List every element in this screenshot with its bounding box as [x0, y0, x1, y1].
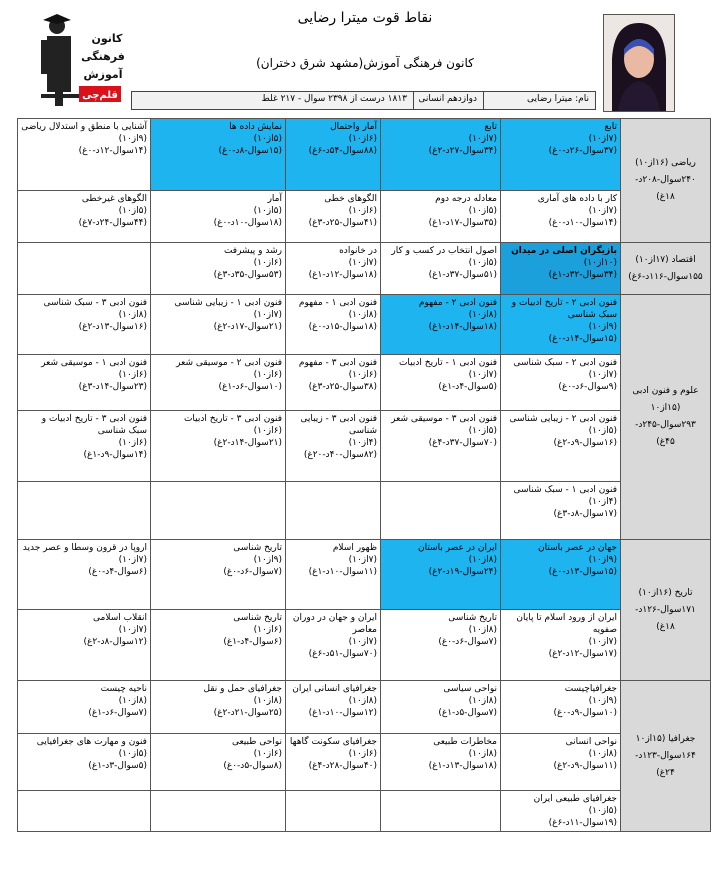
topic-cell [151, 681, 286, 734]
topic-cell [381, 355, 501, 411]
topic-name: نواحی سیاسی [443, 684, 497, 694]
topic-stat: (۹از۱۰) [118, 134, 147, 144]
topic-cell [151, 243, 286, 295]
topic-cell [381, 482, 501, 540]
topic-stat: (۸از۱۰) [118, 310, 147, 320]
topic-name: در خانواده [339, 246, 377, 256]
topic-cell [381, 540, 501, 610]
topic-name: اروپا در قرون وسطا و عصر جدید [22, 543, 147, 553]
topic-name: آشنایی با منطق و استدلال ریاضی [21, 122, 147, 132]
topic-stat: (۱۲سوال-۸د-۲غ) [83, 637, 147, 647]
topic-stat: (۱۷سوال-۸د-۳غ) [553, 509, 617, 519]
topic-stat: (۷سوال-۶د-۱غ) [88, 708, 147, 718]
topic-cell [286, 411, 381, 482]
topic-stat: (۷سوال-۵د-۱غ) [438, 708, 497, 718]
topic-cell [151, 610, 286, 681]
topic-stat: (۸از۱۰) [468, 625, 497, 635]
student-grade: دوازدهم انسانی [413, 92, 483, 109]
topic-stat: (۷از۱۰) [468, 134, 497, 144]
topic-stat: (۶از۱۰) [253, 258, 282, 268]
topic-stat: (۹از۱۰) [253, 555, 282, 565]
topic-cell [286, 191, 381, 243]
topic-name: جغرافیای سکونت گاهها [289, 737, 377, 747]
topic-cell [286, 295, 381, 355]
topic-stat: (۱۹سوال-۱۱د-۶غ) [548, 818, 617, 828]
topic-stat: (۶از۱۰) [348, 370, 377, 380]
table-row [18, 482, 711, 540]
topic-stat: (۷۰سوال-۳۷د-۴غ) [428, 438, 497, 448]
table-row [18, 610, 711, 681]
subject-label: ۱۸غ) [656, 621, 675, 632]
topic-stat: (۵از۱۰) [468, 426, 497, 436]
topic-stat: (۱۶سوال-۱۳د-۲غ) [78, 322, 147, 332]
topic-cell [18, 681, 151, 734]
topic-cell [286, 355, 381, 411]
table-row [18, 681, 711, 734]
topic-stat: (۶از۱۰) [118, 370, 147, 380]
topic-stat: (۱۰از۱۰) [583, 258, 617, 268]
topic-stat: (۷از۱۰) [253, 310, 282, 320]
subject-label: ۲۴غ) [656, 767, 675, 778]
topic-name: کار با داده های آماری [537, 194, 617, 204]
subject-label: ۲۴۰سوال-۲۰۸د- [635, 175, 696, 185]
table-row [18, 243, 711, 295]
topic-cell [151, 791, 286, 832]
topic-cell [18, 355, 151, 411]
topic-stat: (۷از۱۰) [348, 555, 377, 565]
topic-cell [286, 734, 381, 791]
topic-name: ایران از ورود اسلام تا پایان صفویه [516, 613, 617, 635]
topic-cell [18, 119, 151, 191]
topic-stat: (۲۴سوال-۱۹د-۲غ) [428, 567, 497, 577]
topic-stat: (۸از۱۰) [588, 749, 617, 759]
topic-stat: (۵از۱۰) [118, 206, 147, 216]
topic-stat: (۶سوال-۴د-۰غ) [88, 567, 147, 577]
topic-stat: (۱۸سوال-۱۴د-۱غ) [428, 322, 497, 332]
topic-stat: (۱۰سوال-۹د-۰غ) [553, 708, 617, 718]
topic-stat: (۷سوال-۶د-۰غ) [223, 567, 282, 577]
topic-name: جهان در عصر باستان [538, 543, 617, 553]
page-title: نقاط قوت میترا رضایی [297, 10, 433, 26]
topic-name: الگوهای غیرخطی [81, 194, 147, 204]
topic-stat: (۴۱سوال-۲۵د-۳غ) [308, 218, 377, 228]
topic-stat: (۱۵سوال-۱۴د-۰غ) [548, 334, 617, 344]
topic-name: فنون ادبی ۱ - زیبایی شناسی [174, 298, 282, 308]
topic-stat: (۱۴سوال-۱۰د-۰غ) [548, 218, 617, 228]
table-row [18, 540, 711, 610]
topic-name: فنون ادبی ۱ - موسیقی شعر [41, 358, 147, 368]
topic-stat: (۲۳سوال-۱۴د-۳غ) [78, 382, 147, 392]
kanoon-logo [37, 10, 127, 114]
subject-label: ۱۵۵سوال-۱۱۶د-۶غ) [628, 271, 703, 282]
subject-cell [621, 119, 711, 243]
topic-stat: (۸از۱۰) [468, 310, 497, 320]
subject-cell [621, 540, 711, 681]
subject-label: ۱۸غ) [656, 192, 675, 202]
topic-stat: (۷۰سوال-۵۱د-۶غ) [308, 649, 377, 659]
topic-name: فنون ادبی ۱ - تاریخ ادبیات [398, 358, 497, 368]
topic-name: جغرافیای طبیعی ایران [533, 794, 617, 804]
topic-cell [381, 791, 501, 832]
topic-stat: (۷از۱۰) [588, 206, 617, 216]
topic-cell [151, 411, 286, 482]
student-photo [603, 14, 675, 112]
topic-stat: (۵۱سوال-۳۷د-۱غ) [428, 270, 497, 280]
topic-cell [151, 191, 286, 243]
topic-name: فنون ادبی ۱ - سبک شناسی [513, 485, 617, 495]
subject-cell [621, 681, 711, 832]
table-row [18, 791, 711, 832]
topic-name: انقلاب اسلامی [93, 613, 147, 623]
topic-cell [151, 295, 286, 355]
topic-name: جغرافیای حمل و نقل [203, 684, 282, 694]
topic-stat: (۷از۱۰) [588, 370, 617, 380]
topic-name: نمایش داده ها [229, 122, 282, 132]
topic-cell [151, 482, 286, 540]
topic-stat: (۳۷سوال-۲۶د-۰غ) [548, 146, 617, 156]
student-avatar-icon [604, 15, 674, 111]
topic-name: نواحی طبیعی [231, 737, 282, 747]
topic-stat: (۶از۱۰) [348, 749, 377, 759]
topic-stat: (۷از۱۰) [588, 637, 617, 647]
topic-stat: (۳۸سوال-۲۵د-۳غ) [308, 382, 377, 392]
topic-name: فنون ادبی ۳ - موسیقی شعر [391, 414, 497, 424]
topic-stat: (۷از۱۰) [118, 555, 147, 565]
topic-cell [286, 540, 381, 610]
topic-stat: (۴از۱۰) [588, 497, 617, 507]
topic-stat: (۵از۱۰) [468, 258, 497, 268]
topic-name: فنون ادبی ۲ - تاریخ ادبیات و سبک شناسی [511, 298, 617, 320]
topic-cell [501, 295, 621, 355]
svg-text:فرهنگی: فرهنگی [81, 50, 125, 63]
strengths-table [17, 118, 711, 832]
topic-name: تابع [604, 122, 617, 132]
topic-stat: (۱۸سوال-۱۲د-۱غ) [308, 270, 377, 280]
topic-cell [381, 191, 501, 243]
topic-cell [18, 540, 151, 610]
svg-text:کانون: کانون [91, 32, 123, 45]
topic-cell [381, 119, 501, 191]
topic-cell [501, 119, 621, 191]
topic-stat: (۴از۱۰) [348, 438, 377, 448]
topic-stat: (۶از۱۰) [348, 206, 377, 216]
topic-cell [151, 540, 286, 610]
topic-cell [286, 119, 381, 191]
topic-name: فنون ادبی ۳ - تاریخ ادبیات و سبک شناسی [41, 414, 147, 436]
topic-stat: (۸از۱۰) [468, 749, 497, 759]
table-row [18, 355, 711, 411]
topic-stat: (۵از۱۰) [118, 749, 147, 759]
topic-stat: (۳۴سوال-۳۲د-۱غ) [548, 270, 617, 280]
topic-stat: (۵از۱۰) [588, 426, 617, 436]
score-summary: ۱۸۱۳ درست از ۲۳۹۸ سوال - ۲۱۷ غلط [261, 94, 407, 104]
topic-cell [501, 791, 621, 832]
subject-label: ۲۹۳سوال-۲۴۵د- [635, 420, 696, 430]
topic-name: اصول انتخاب در کسب و کار [391, 246, 497, 256]
topic-stat: (۵سوال-۴د-۱غ) [438, 382, 497, 392]
topic-stat: (۸از۱۰) [118, 696, 147, 706]
topic-stat: (۷سوال-۶د-۰غ) [438, 637, 497, 647]
topic-stat: (۱۶سوال-۹د-۲غ) [553, 438, 617, 448]
topic-stat: (۸از۱۰) [468, 696, 497, 706]
topic-stat: (۱۵سوال-۸د-۰غ) [218, 146, 282, 156]
topic-cell [501, 243, 621, 295]
topic-name: فنون و مهارت های جغرافیایی [36, 737, 147, 747]
topic-name: فنون ادبی ۲ - سبک شناسی [513, 358, 617, 368]
topic-cell [18, 482, 151, 540]
topic-stat: (۵از۱۰) [588, 806, 617, 816]
topic-stat: (۲۱سوال-۱۷د-۲غ) [213, 322, 282, 332]
topic-name: آمار [267, 194, 282, 204]
topic-cell [501, 681, 621, 734]
topic-stat: (۵از۱۰) [253, 206, 282, 216]
subject-label: جغرافیا (۱۵از۱۰ [635, 733, 696, 744]
student-name: نام: میترا رضایی [483, 92, 595, 109]
topic-name: ناحیه چیست [100, 684, 147, 694]
table-row [18, 295, 711, 355]
topic-stat: (۸از۱۰) [468, 555, 497, 565]
svg-text:آموزش: آموزش [83, 68, 123, 81]
topic-stat: (۳۴سوال-۲۷د-۲غ) [428, 146, 497, 156]
topic-cell [381, 681, 501, 734]
topic-name: فنون ادبی ۲ - موسیقی شعر [176, 358, 282, 368]
topic-cell [501, 540, 621, 610]
topic-stat: (۱۵سوال-۱۳د-۰غ) [548, 567, 617, 577]
topic-cell [151, 119, 286, 191]
subject-label: ریاضی (۱۶از۱۰) [635, 158, 696, 168]
topic-cell [501, 482, 621, 540]
topic-cell [18, 791, 151, 832]
topic-stat: (۲۵سوال-۲۱د-۲غ) [213, 708, 282, 718]
topic-cell [381, 734, 501, 791]
topic-name: جغرافیاچیست [564, 684, 617, 694]
topic-name: تاریخ شناسی [233, 543, 282, 553]
topic-stat: (۸از۱۰) [348, 696, 377, 706]
topic-cell [18, 243, 151, 295]
topic-name: فنون ادبی ۳ - مفهوم [298, 358, 377, 368]
topic-name: فنون ادبی ۳ - سبک شناسی [43, 298, 147, 308]
topic-name: جغرافیای انسانی ایران [292, 684, 377, 694]
subject-label: ۴۵غ) [656, 437, 675, 447]
svg-text:قلم‌چی: قلم‌چی [82, 90, 118, 101]
topic-cell [286, 791, 381, 832]
topic-stat: (۶از۱۰) [253, 370, 282, 380]
topic-name: بازیگران اصلی در میدان [511, 246, 617, 256]
topic-stat: (۷از۱۰) [348, 258, 377, 268]
topic-cell [501, 191, 621, 243]
topic-stat: (۸از۱۰) [253, 696, 282, 706]
topic-cell [18, 191, 151, 243]
topic-stat: (۱۲سوال-۱۰د-۱غ) [308, 708, 377, 718]
topic-stat: (۶از۱۰) [253, 426, 282, 436]
topic-stat: (۹از۱۰) [588, 696, 617, 706]
topic-name: ایران و جهان در دوران معاصر [292, 613, 377, 635]
subject-label: تاریخ (۱۶از۱۰) [638, 587, 693, 598]
topic-cell [501, 355, 621, 411]
topic-stat: (۷از۱۰) [588, 134, 617, 144]
subject-label: ۱۷۱سوال-۱۲۶د- [635, 604, 696, 615]
topic-stat: (۳۵سوال-۱۷د-۱غ) [428, 218, 497, 228]
topic-cell [501, 734, 621, 791]
topic-stat: (۱۱سوال-۱۰د-۱غ) [308, 567, 377, 577]
table-row [18, 411, 711, 482]
topic-stat: (۶از۱۰) [253, 749, 282, 759]
topic-stat: (۸۲سوال-۴۰د-۲۰غ) [303, 450, 377, 460]
topic-cell [381, 243, 501, 295]
topic-name: مخاطرات طبیعی [433, 737, 497, 747]
topic-cell [501, 411, 621, 482]
topic-name: تاریخ شناسی [448, 613, 497, 623]
topic-name: فنون ادبی ۱ - مفهوم [298, 298, 377, 308]
topic-cell [381, 411, 501, 482]
topic-cell [501, 610, 621, 681]
topic-stat: (۵از۱۰) [253, 134, 282, 144]
topic-name: فنون ادبی ۲ - مفهوم [418, 298, 497, 308]
topic-stat: (۲۱سوال-۱۴د-۲غ) [213, 438, 282, 448]
topic-cell [151, 734, 286, 791]
subject-cell [621, 295, 711, 540]
topic-stat: (۱۱سوال-۹د-۲غ) [553, 761, 617, 771]
topic-stat: (۹از۱۰) [588, 322, 617, 332]
topic-name: تاریخ شناسی [233, 613, 282, 623]
topic-cell [151, 355, 286, 411]
student-info-bar [131, 91, 596, 110]
subject-label: (۱۵از۱۰ [650, 403, 681, 413]
topic-stat: (۱۴سوال-۹د-۱غ) [83, 450, 147, 460]
topic-stat: (۷از۱۰) [118, 625, 147, 635]
topic-stat: (۶از۱۰) [253, 625, 282, 635]
topic-cell [18, 734, 151, 791]
topic-stat: (۱۸سوال-۱۰د-۰غ) [213, 218, 282, 228]
topic-name: ایران در عصر باستان [417, 543, 497, 553]
topic-stat: (۹سوال-۶د-۰غ) [558, 382, 617, 392]
table-row [18, 734, 711, 791]
topic-name: فنون ادبی ۳ - تاریخ ادبیات [183, 414, 282, 424]
topic-name: رشد و پیشرفت [223, 246, 282, 256]
topic-stat: (۱۴سوال-۱۲د-۰غ) [78, 146, 147, 156]
topic-cell [286, 482, 381, 540]
topic-cell [286, 610, 381, 681]
topic-cell [381, 295, 501, 355]
topic-stat: (۸سوال-۵د-۰غ) [223, 761, 282, 771]
topic-stat: (۴۰سوال-۲۸د-۴غ) [308, 761, 377, 771]
topic-cell [18, 411, 151, 482]
topic-stat: (۸از۱۰) [348, 310, 377, 320]
subject-label: اقتصاد (۱۷از۱۰) [635, 254, 696, 265]
topic-stat: (۱۸سوال-۱۳د-۱غ) [428, 761, 497, 771]
topic-stat: (۶سوال-۴د-۱غ) [223, 637, 282, 647]
topic-stat: (۷از۱۰) [468, 370, 497, 380]
topic-name: ظهور اسلام [332, 543, 377, 553]
subject-cell [621, 243, 711, 295]
topic-stat: (۶از۱۰) [348, 134, 377, 144]
topic-stat: (۵۳سوال-۳۵د-۳غ) [213, 270, 282, 280]
topic-name: تابع [484, 122, 497, 132]
topic-stat: (۴۴سوال-۲۴د-۷غ) [78, 218, 147, 228]
topic-stat: (۱۰سوال-۶د-۱غ) [218, 382, 282, 392]
topic-stat: (۶از۱۰) [118, 438, 147, 448]
topic-name: الگوهای خطی [324, 194, 377, 204]
topic-stat: (۵سوال-۳د-۱غ) [88, 761, 147, 771]
topic-stat: (۸۸سوال-۵۴د-۶غ) [308, 146, 377, 156]
subject-label: ۱۶۴سوال-۱۲۳د- [635, 750, 696, 761]
subject-label: علوم و فنون ادبی [632, 386, 699, 396]
page-subtitle: کانون فرهنگی آموزش(مشهد شرق دختران) [256, 56, 474, 70]
topic-stat: (۵از۱۰) [468, 206, 497, 216]
topic-stat: (۷از۱۰) [348, 637, 377, 647]
topic-cell [18, 295, 151, 355]
table-row [18, 191, 711, 243]
topic-cell [286, 681, 381, 734]
topic-name: نواحی انسانی [565, 737, 617, 747]
topic-cell [381, 610, 501, 681]
topic-cell [286, 243, 381, 295]
topic-name: آمار واحتمال [330, 122, 377, 132]
report-header [0, 0, 719, 118]
topic-cell [18, 610, 151, 681]
table-row [18, 119, 711, 191]
topic-stat: (۹از۱۰) [588, 555, 617, 565]
topic-name: فنون ادبی ۲ - زیبایی شناسی [509, 414, 617, 424]
topic-name: فنون ادبی ۳ - زیبایی شناسی [300, 414, 377, 436]
graduate-icon [37, 10, 127, 114]
topic-stat: (۱۸سوال-۱۵د-۰غ) [308, 322, 377, 332]
topic-stat: (۱۷سوال-۱۲د-۲غ) [548, 649, 617, 659]
topic-name: معادله درجه دوم [435, 194, 497, 204]
